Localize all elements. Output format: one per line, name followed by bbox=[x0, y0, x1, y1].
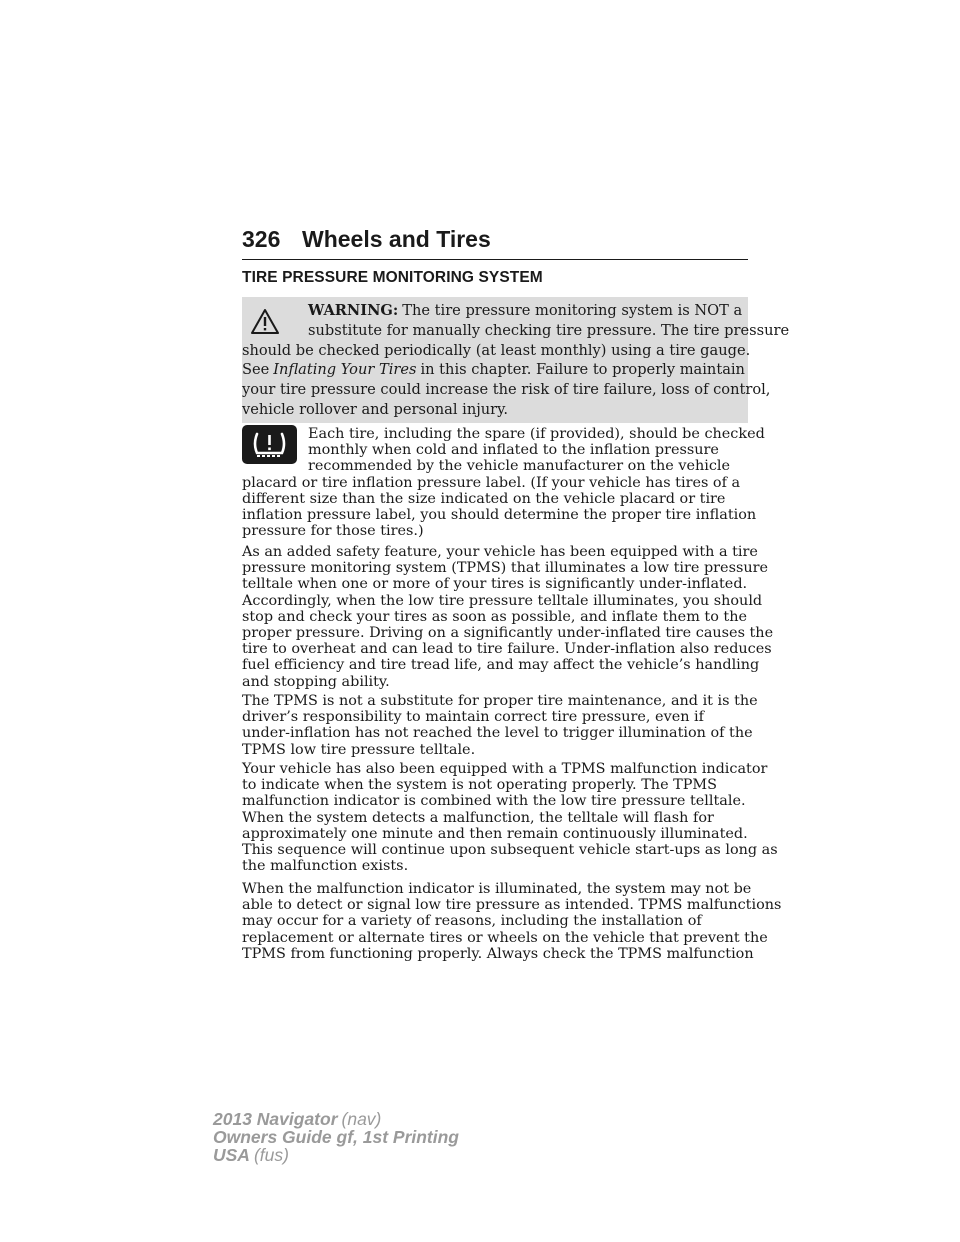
p1-line: inflation pressure label, you should determine the proper tire inflation bbox=[242, 507, 757, 524]
p3-line: The TPMS is not a substitute for proper tire maintenance, and it is the bbox=[242, 693, 758, 709]
p5-line: replacement or alternate tires or wheels on the vehicle that prevent the bbox=[242, 929, 768, 946]
paragraph-1 bbox=[242, 426, 765, 540]
p4-line: the malfunction exists. bbox=[242, 858, 409, 875]
p5-line: may occur for a variety of reasons, including the installation of bbox=[242, 913, 702, 930]
p1-line: placard or tire inflation pressure label. (If your vehicle has tires of a bbox=[242, 474, 741, 491]
p2-line: pressure monitoring system (TPMS) that illuminates a low tire pressure bbox=[242, 560, 769, 577]
warning-box bbox=[242, 297, 790, 423]
paragraph-4 bbox=[242, 761, 778, 875]
header-rule bbox=[242, 259, 748, 260]
footer-line-3 bbox=[213, 1146, 459, 1164]
p4-line: to indicate when the system is not operating properly. The TPMS bbox=[242, 777, 718, 794]
warning-see: See bbox=[242, 361, 270, 378]
footer-line-1 bbox=[213, 1110, 459, 1128]
p1-line: pressure for those tires.) bbox=[242, 523, 424, 540]
footer-model-code: (nav) bbox=[341, 1109, 382, 1129]
page-number: 326 bbox=[242, 226, 281, 252]
paragraph-5 bbox=[242, 881, 782, 962]
p2-line: and stopping ability. bbox=[242, 673, 390, 690]
paragraph-3 bbox=[242, 693, 758, 758]
p5-line: able to detect or signal low tire pressure as intended. TPMS malfunctions bbox=[242, 897, 782, 914]
p2-line: stop and check your tires as soon as possible, and inflate them to the bbox=[242, 608, 748, 625]
p4-line: When the system detects a malfunction, the telltale will flash for bbox=[242, 809, 714, 826]
p5-line: When the malfunction indicator is illuminated, the system may not be bbox=[242, 881, 752, 897]
p2-line: fuel efficiency and tire tread life, and may affect the vehicle’s handling bbox=[242, 657, 760, 674]
warning-line-6: vehicle rollover and personal injury. bbox=[242, 401, 509, 418]
print-footer bbox=[213, 1110, 459, 1164]
footer-model: 2013 Navigator bbox=[213, 1109, 338, 1129]
p1-line: Each tire, including the spare (if provided), should be checked bbox=[308, 426, 765, 442]
p4-line: Your vehicle has also been equipped with a TPMS malfunction indicator bbox=[242, 761, 768, 777]
p2-line: As an added safety feature, your vehicle has been equipped with a tire bbox=[242, 544, 758, 560]
warning-line-1-text: The tire pressure monitoring system is NOT a bbox=[402, 302, 743, 319]
section-heading: TIRE PRESSURE MONITORING SYSTEM bbox=[242, 269, 543, 286]
p3-line: TPMS low tire pressure telltale. bbox=[242, 741, 476, 758]
footer-market-code: (fus) bbox=[253, 1145, 289, 1165]
p5-line: TPMS from functioning properly. Always check the TPMS malfunction bbox=[242, 945, 754, 962]
chapter-title: Wheels and Tires bbox=[302, 226, 491, 252]
p1-line: monthly when cold and inflated to the inflation pressure bbox=[308, 442, 719, 459]
p4-line: This sequence will continue upon subsequent vehicle start-ups as long as bbox=[242, 842, 778, 859]
p1-line: recommended by the vehicle manufacturer on the vehicle bbox=[308, 458, 731, 475]
footer-market: USA bbox=[213, 1145, 250, 1165]
p4-line: approximately one minute and then remain continuously illuminated. bbox=[242, 825, 748, 842]
warning-line-1 bbox=[308, 302, 742, 320]
p2-line: Accordingly, when the low tire pressure telltale illuminates, you should bbox=[242, 592, 763, 609]
p3-line: driver’s responsibility to maintain correct tire pressure, even if bbox=[242, 709, 704, 726]
warning-line-2: substitute for manually checking tire pressure. The tire pressure bbox=[308, 322, 790, 339]
warning-crossref-link: Inflating Your Tires bbox=[273, 361, 417, 378]
warning-line-4 bbox=[242, 361, 745, 379]
p3-line: under-inflation has not reached the level to trigger illumination of the bbox=[242, 725, 753, 742]
warning-line-3: should be checked periodically (at least monthly) using a tire gauge. bbox=[242, 342, 751, 359]
p2-line: tire to overheat and can lead to tire failure. Under-inflation also reduces bbox=[242, 641, 772, 658]
warning-label: WARNING: bbox=[308, 302, 399, 319]
p1-line: different size than the size indicated on the vehicle placard or tire bbox=[242, 490, 726, 507]
warning-line-4-text: in this chapter. Failure to properly maintain bbox=[420, 361, 745, 378]
footer-guide: Owners Guide gf, 1st Printing bbox=[213, 1127, 459, 1147]
paragraph-2 bbox=[242, 544, 774, 690]
warning-line-5: your tire pressure could increase the risk of tire failure, loss of control, bbox=[242, 381, 771, 398]
warning-triangle-icon bbox=[250, 308, 280, 335]
p2-line: telltale when one or more of your tires is significantly under-inflated. bbox=[242, 576, 748, 593]
p2-line: proper pressure. Driving on a significantly under-inflated tire causes the bbox=[242, 625, 774, 642]
p4-line: malfunction indicator is combined with the low tire pressure telltale. bbox=[242, 793, 746, 810]
